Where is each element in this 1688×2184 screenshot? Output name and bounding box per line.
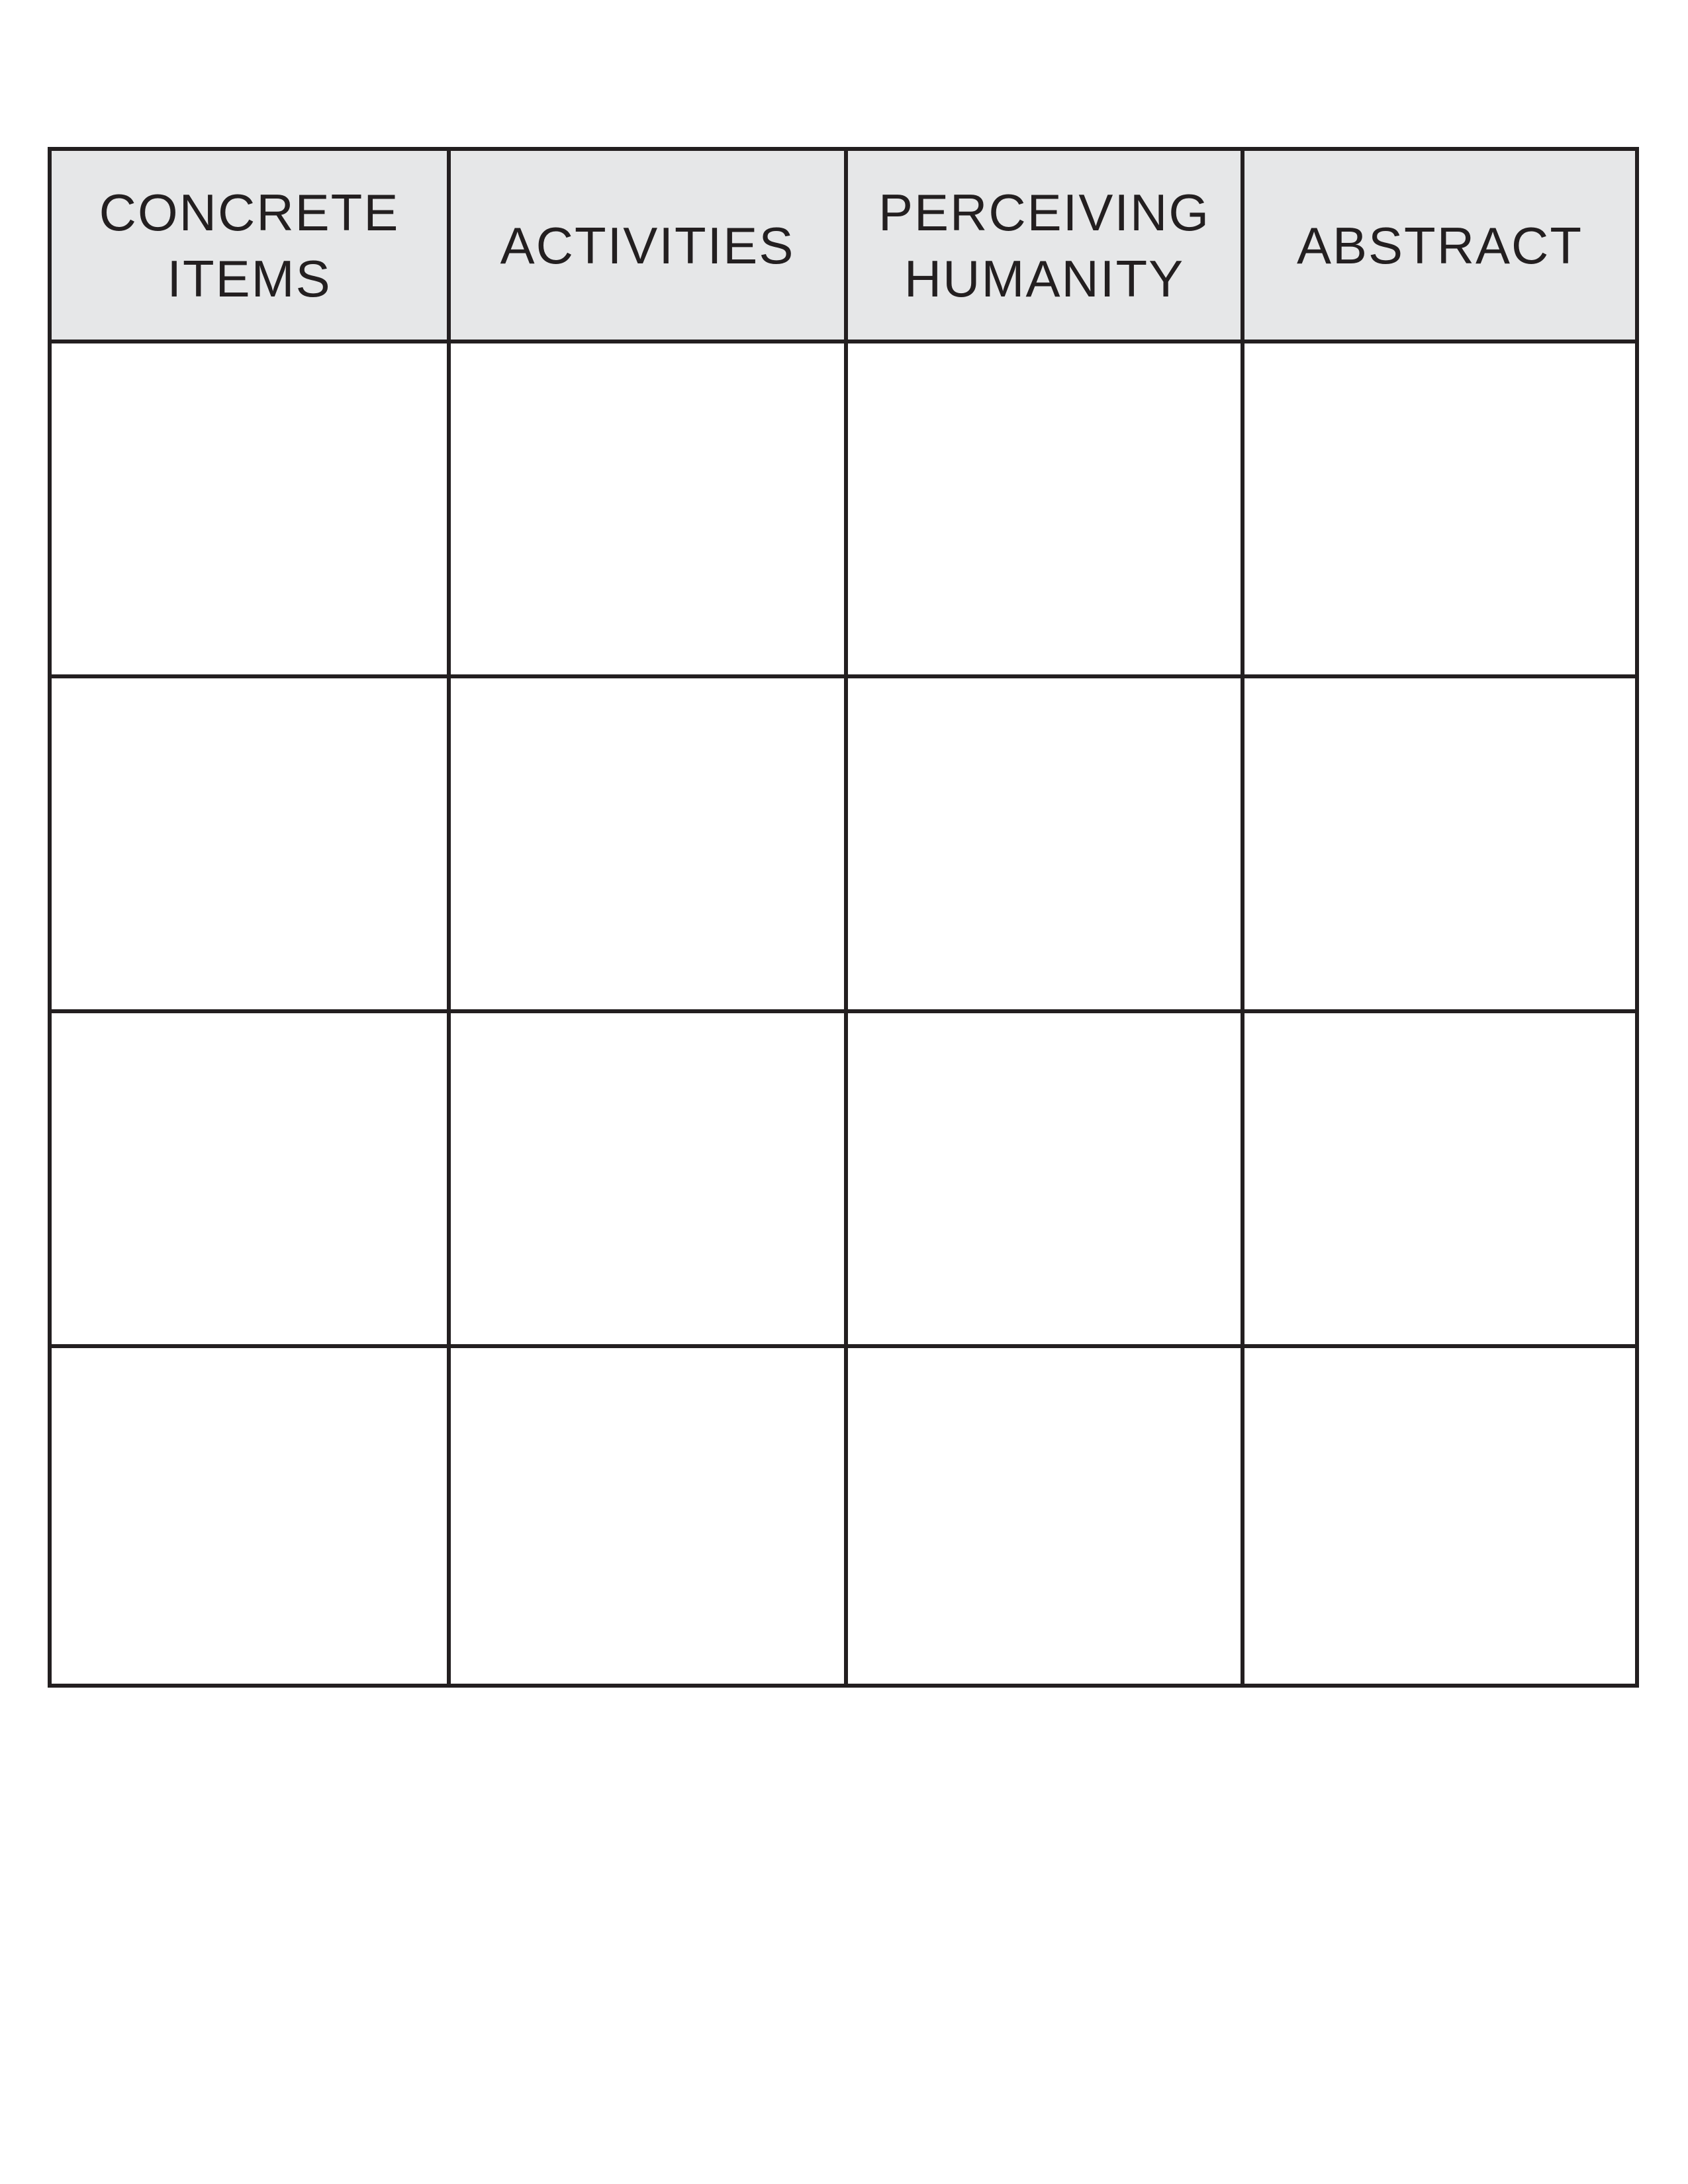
table-cell[interactable]	[1244, 1348, 1635, 1684]
table-cell[interactable]	[848, 1348, 1244, 1684]
table-cell[interactable]	[1244, 1013, 1635, 1348]
table-cell[interactable]	[451, 678, 848, 1013]
worksheet-table	[48, 147, 1639, 1688]
table-cell[interactable]	[52, 678, 451, 1013]
table-cell[interactable]	[52, 343, 451, 678]
header-concrete-items	[52, 151, 451, 343]
table-cell[interactable]	[52, 1013, 451, 1348]
header-activities	[451, 151, 848, 343]
table-cell[interactable]	[848, 1013, 1244, 1348]
table-cell[interactable]	[52, 1348, 451, 1684]
header-abstract	[1244, 151, 1635, 343]
table-cell[interactable]	[451, 1348, 848, 1684]
header-label: ACTIVITIES	[500, 216, 795, 275]
table-cell[interactable]	[451, 1013, 848, 1348]
header-label: ABSTRACT	[1296, 216, 1583, 275]
table-cell[interactable]	[1244, 343, 1635, 678]
header-label: CONCRETE ITEMS	[99, 183, 400, 308]
table-cell[interactable]	[451, 343, 848, 678]
table-cell[interactable]	[848, 343, 1244, 678]
table-cell[interactable]	[1244, 678, 1635, 1013]
table-cell[interactable]	[848, 678, 1244, 1013]
header-perceiving-humanity	[848, 151, 1244, 343]
header-label: PERCEIVING HUMANITY	[878, 183, 1211, 308]
